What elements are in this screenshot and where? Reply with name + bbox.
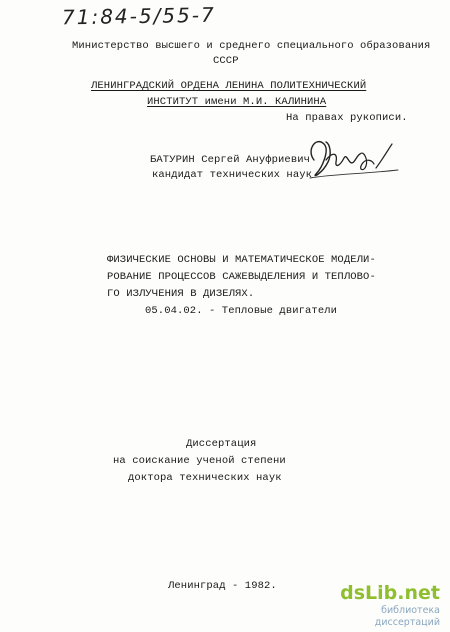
place-year: Ленинград - 1982.: [168, 580, 277, 592]
dslib-subtitle: библиотека диссертаций: [374, 605, 440, 628]
degree-purpose: на соискание ученой степени: [113, 455, 286, 467]
title-line-2: РОВАНИЕ ПРОЦЕССОВ САЖЕВЫДЕЛЕНИЯ И ТЕПЛОВО-: [107, 271, 376, 283]
author-degree: кандидат технических наук: [152, 169, 313, 181]
institute-line-1: ЛЕНИНГРАДСКИЙ ОРДЕНА ЛЕНИНА ПОЛИТЕХНИЧЕСКИЙ: [91, 80, 367, 92]
institute-line-2: ИНСТИТУТ имени М.И. КАЛИНИНА: [147, 96, 327, 108]
dslib-logo: dsLib.net: [340, 582, 440, 605]
manuscript-note: На правах рукописи.: [286, 112, 408, 124]
dslib-watermark: [330, 584, 440, 628]
ministry-line: Министерство высшего и среднего специального образования: [72, 40, 431, 52]
author-signature: [302, 130, 402, 190]
archive-handwritten-mark: 71:84-5/55-7: [61, 2, 216, 30]
title-line-3: ГО ИЗЛУЧЕНИЯ В ДИЗЕЛЯХ.: [107, 288, 255, 300]
specialty-code: 05.04.02. - Тепловые двигатели: [145, 305, 338, 317]
country-line: СССР: [213, 55, 239, 67]
degree-name: доктора технических наук: [128, 472, 282, 484]
author-name: БАТУРИН Сергей Ануфриевич: [150, 154, 311, 166]
title-line-1: ФИЗИЧЕСКИЕ ОСНОВЫ И МАТЕМАТИЧЕСКОЕ МОДЕЛИ-: [107, 254, 376, 266]
dissertation-label: Диссертация: [186, 438, 257, 450]
